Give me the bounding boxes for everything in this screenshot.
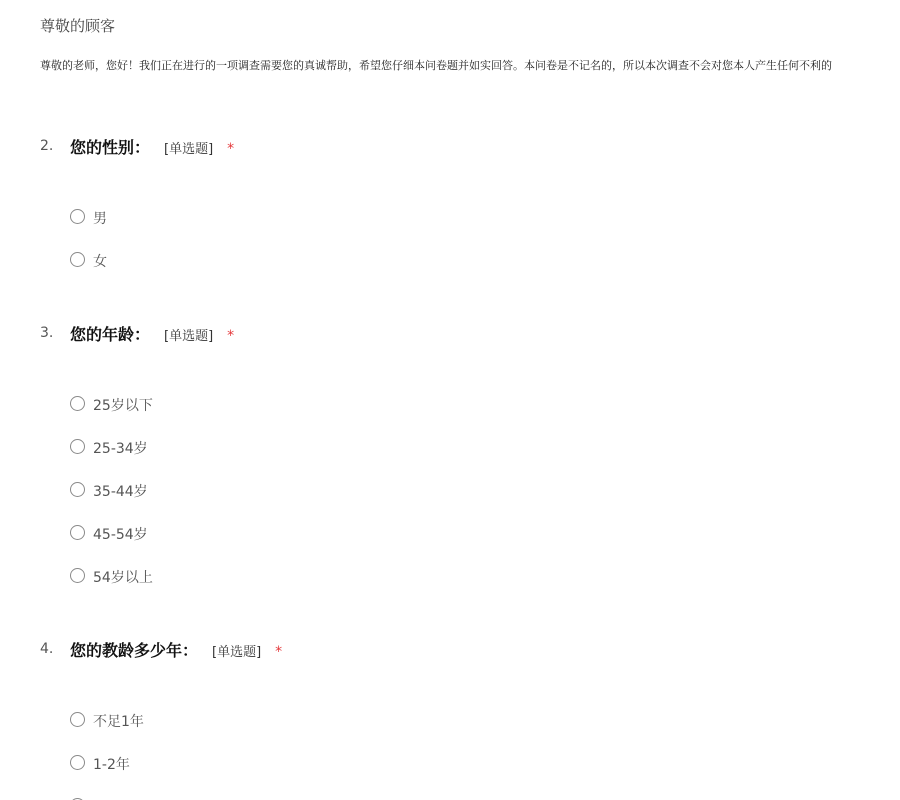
question-teaching-years — [0, 638, 900, 773]
radio-button[interactable] — [70, 439, 85, 454]
question-text: 您的教龄多少年： [单选题] * — [70, 641, 283, 660]
radio-button[interactable] — [70, 482, 85, 497]
required-mark: * — [275, 644, 283, 660]
question-text: 您的性别： [单选题] * — [70, 138, 235, 157]
question-number: 4. — [40, 641, 54, 657]
question-text: 您的年龄： [单选题] * — [70, 325, 235, 344]
required-mark: * — [227, 141, 235, 157]
option-label[interactable]: 54岁以上 — [93, 570, 153, 586]
radio-button[interactable] — [70, 209, 85, 224]
question-type: [单选题] — [164, 329, 214, 344]
question-header — [0, 135, 900, 159]
required-mark: * — [227, 328, 235, 344]
survey-title: 尊敬的顾客 — [40, 17, 116, 35]
survey-intro: 尊敬的老师，您好！我们正在进行的一项调查需要您的真诚帮助，希望您仔细本问卷题并如实回答。本问卷是不记名的，所以本次调查不会对您本人产生任何不利的 — [40, 59, 832, 72]
question-number: 3. — [40, 325, 54, 341]
option-label[interactable]: 1-2年 — [93, 757, 130, 773]
option-label[interactable]: 女 — [93, 254, 107, 270]
radio-button[interactable] — [70, 252, 85, 267]
option-label[interactable]: 35-44岁 — [93, 484, 148, 500]
question-age — [0, 322, 900, 586]
question-type: [单选题] — [212, 645, 262, 660]
radio-button[interactable] — [70, 525, 85, 540]
option-label[interactable]: 25-34岁 — [93, 441, 148, 457]
question-header — [0, 638, 900, 662]
radio-button[interactable] — [70, 396, 85, 411]
option-label[interactable]: 45-54岁 — [93, 527, 148, 543]
question-number: 2. — [40, 138, 54, 154]
option-label[interactable]: 男 — [93, 211, 107, 227]
option-label[interactable]: 25岁以下 — [93, 398, 153, 414]
radio-button[interactable] — [70, 755, 85, 770]
question-header — [0, 322, 900, 346]
option-label[interactable]: 不足1年 — [93, 714, 144, 730]
question-gender — [0, 135, 900, 270]
radio-button[interactable] — [70, 712, 85, 727]
question-type: [单选题] — [164, 142, 214, 157]
radio-button[interactable] — [70, 568, 85, 583]
